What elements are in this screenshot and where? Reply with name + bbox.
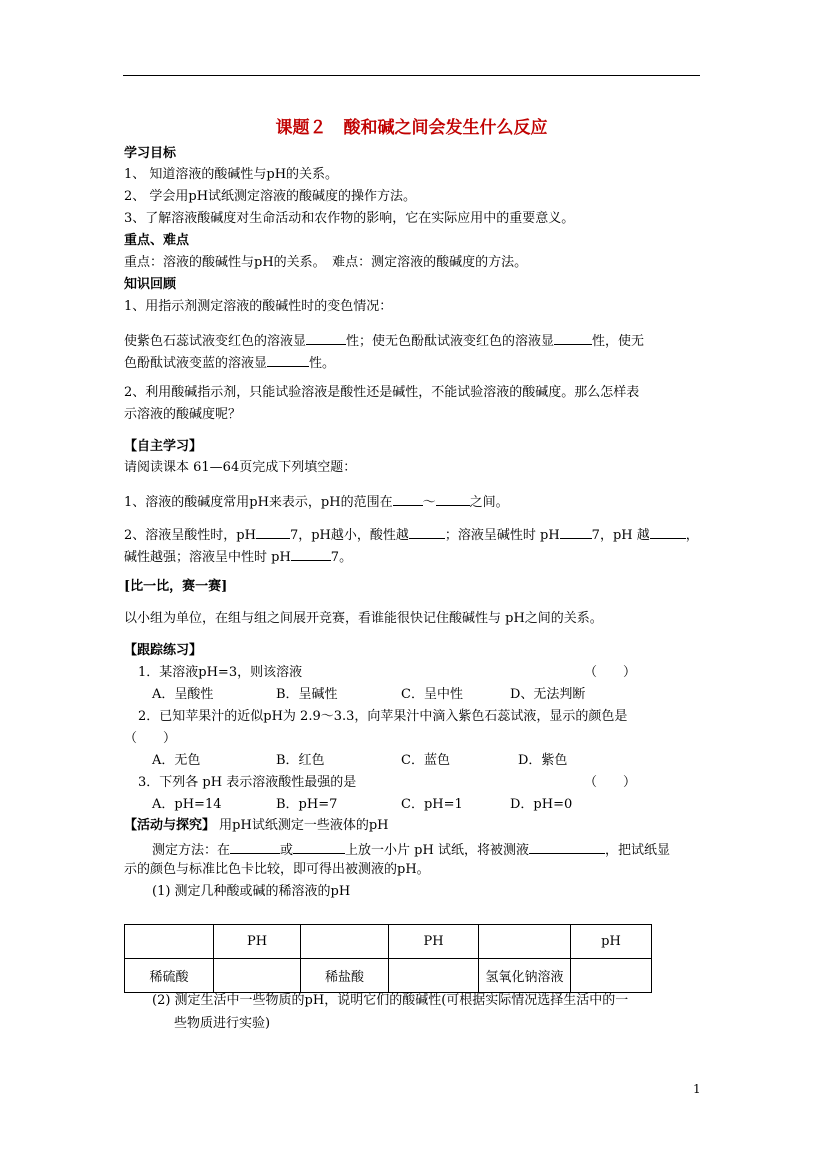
table-cell: 稀盐酸 — [301, 959, 389, 993]
key-text: 重点：溶液的酸碱性与pH的关系。 难点：测定溶液的酸碱度的方法。 — [124, 255, 528, 270]
page-number: 1 — [693, 1082, 701, 1096]
review-heading: 知识回顾 — [124, 277, 177, 292]
q-text: ；溶液呈碱性时 pH — [444, 528, 560, 543]
q-text: 7，pH 越 — [591, 528, 650, 543]
goal-item-1: 1、 知道溶液的酸碱性与pH的关系。 — [124, 167, 339, 182]
table-cell: PH — [214, 925, 301, 959]
activity-step-2-line2: 些物质进行实验) — [174, 1016, 271, 1031]
table-cell — [125, 925, 214, 959]
table-cell: 稀硫酸 — [125, 959, 214, 993]
table-cell: 氢氧化钠溶液 — [479, 959, 571, 993]
fill-blank — [560, 525, 592, 539]
fill-blank — [256, 525, 290, 539]
method-text: 上放一小片 pH 试纸，将被测液 — [345, 843, 529, 858]
review-text: 使紫色石蕊试液变红色的溶液显 — [124, 334, 307, 349]
fill-blank — [409, 525, 445, 539]
goal-item-2: 2、 学会用pH试纸测定溶液的酸碱度的操作方法。 — [124, 189, 417, 204]
fill-blank — [393, 492, 423, 506]
table-cell — [479, 925, 571, 959]
practice-q3: 3．下列各 pH 表示溶液酸性最强的是 — [138, 775, 357, 790]
q-text: 7，pH越小，酸性越 — [289, 528, 409, 543]
option: A．呈酸性 — [152, 687, 214, 702]
table-cell — [301, 925, 389, 959]
fill-blank — [291, 547, 331, 561]
page-title: 课题２ 酸和碱之间会发生什么反应 — [275, 118, 548, 138]
q-text: 碱性越强；溶液呈中性时 pH — [124, 550, 291, 565]
method-text: 或 — [280, 843, 294, 858]
review-text: 性；使无色酚酞试液变红色的溶液显 — [346, 334, 555, 349]
option: C．pH=1 — [401, 797, 463, 812]
fill-blank — [293, 840, 345, 854]
q-text: 2、溶液呈酸性时，pH — [124, 528, 256, 543]
review-q2-line1: 2、利用酸碱指示剂，只能试验溶液是酸性还是碱性，不能试验溶液的酸碱度。那么怎样表 — [124, 385, 640, 400]
activity-subtitle: 用pH试纸测定一些液体的pH — [219, 818, 389, 833]
method-text: 测定方法：在 — [152, 843, 231, 858]
self-study-intro: 请阅读课本 61—64页完成下列填空题： — [124, 460, 357, 475]
review-text: 性，使无 — [592, 334, 645, 349]
answer-paren: （ ） — [584, 665, 637, 680]
method-text: ，把试纸显 — [604, 843, 670, 858]
self-study-heading: 【自主学习】 — [124, 439, 203, 454]
practice-q2: 2．已知苹果汁的近似pH为 2.9～3.3，向苹果汁中滴入紫色石蕊试液，显示的颜色是 — [138, 709, 628, 724]
table-cell — [571, 959, 652, 993]
review-q2-line2: 示溶液的酸碱度呢？ — [124, 407, 242, 422]
practice-heading: 【跟踪练习】 — [124, 643, 203, 658]
compete-heading: [比一比，赛一赛] — [124, 579, 228, 594]
method-line2: 示的颜色与标准比色卡比较，即可得出被测液的pH。 — [124, 862, 430, 877]
option: D、无法判断 — [510, 687, 586, 702]
fill-blank — [554, 331, 592, 345]
review-text: 性。 — [309, 356, 336, 371]
table-row — [125, 959, 652, 993]
option: D．pH=0 — [510, 797, 573, 812]
practice-q1: 1．某溶液pH=3，则该溶液 — [138, 665, 303, 680]
table-cell: pH — [571, 925, 652, 959]
q-text: 7。 — [330, 550, 353, 565]
option: B．pH=7 — [276, 797, 338, 812]
q-text: 1、溶液的酸碱度常用pH来表示，pH的范围在 — [124, 495, 393, 510]
answer-paren: （ ） — [124, 731, 177, 746]
key-heading: 重点、难点 — [124, 233, 190, 248]
q-text: ～ — [422, 495, 436, 510]
ph-table — [124, 924, 652, 993]
answer-paren: （ ） — [584, 775, 637, 790]
fill-blank — [436, 492, 470, 506]
goal-item-3: 3、了解溶液酸碱度对生命活动和农作物的影响，它在实际应用中的重要意义。 — [124, 211, 575, 226]
self-study-q1 — [124, 492, 509, 511]
activity-step-2-line1: (2) 测定生活中一些物质的pH，说明它们的酸碱性(可根据实际情况选择生活中的一 — [152, 993, 629, 1008]
review-q1: 1、用指示剂测定溶液的酸碱性时的变色情况： — [124, 299, 393, 314]
activity-heading-line — [124, 818, 388, 834]
review-paragraph-line2 — [124, 353, 335, 372]
option: C．呈中性 — [401, 687, 463, 702]
option: C．蓝色 — [401, 753, 450, 768]
fill-blank — [650, 525, 686, 539]
fill-blank — [267, 353, 309, 367]
method-line1 — [152, 840, 670, 859]
self-study-q2-line2 — [124, 547, 352, 566]
q-text: 之间。 — [469, 495, 509, 510]
option: B．红色 — [276, 753, 325, 768]
review-text: 色酚酞试液变蓝的溶液显 — [124, 356, 268, 371]
activity-step-1: (1) 测定几种酸或碱的稀溶液的pH — [152, 884, 351, 899]
review-paragraph-line1 — [124, 331, 644, 350]
option: A．无色 — [152, 753, 201, 768]
activity-heading: 【活动与探究】 — [124, 818, 216, 833]
table-header-row — [125, 925, 652, 959]
option: D．紫色 — [518, 753, 568, 768]
self-study-q2-line1 — [124, 525, 699, 544]
table-cell — [214, 959, 301, 993]
goals-heading: 学习目标 — [124, 146, 177, 161]
header-rule — [123, 75, 700, 76]
table-cell: PH — [389, 925, 479, 959]
q-text: ， — [685, 528, 699, 543]
compete-text: 以小组为单位，在组与组之间展开竞赛，看谁能很快记住酸碱性与 pH之间的关系。 — [124, 611, 603, 626]
fill-blank — [529, 840, 605, 854]
fill-blank — [306, 331, 346, 345]
fill-blank — [230, 840, 280, 854]
table-cell — [389, 959, 479, 993]
option: B．呈碱性 — [276, 687, 338, 702]
option: A．pH=14 — [152, 797, 222, 812]
